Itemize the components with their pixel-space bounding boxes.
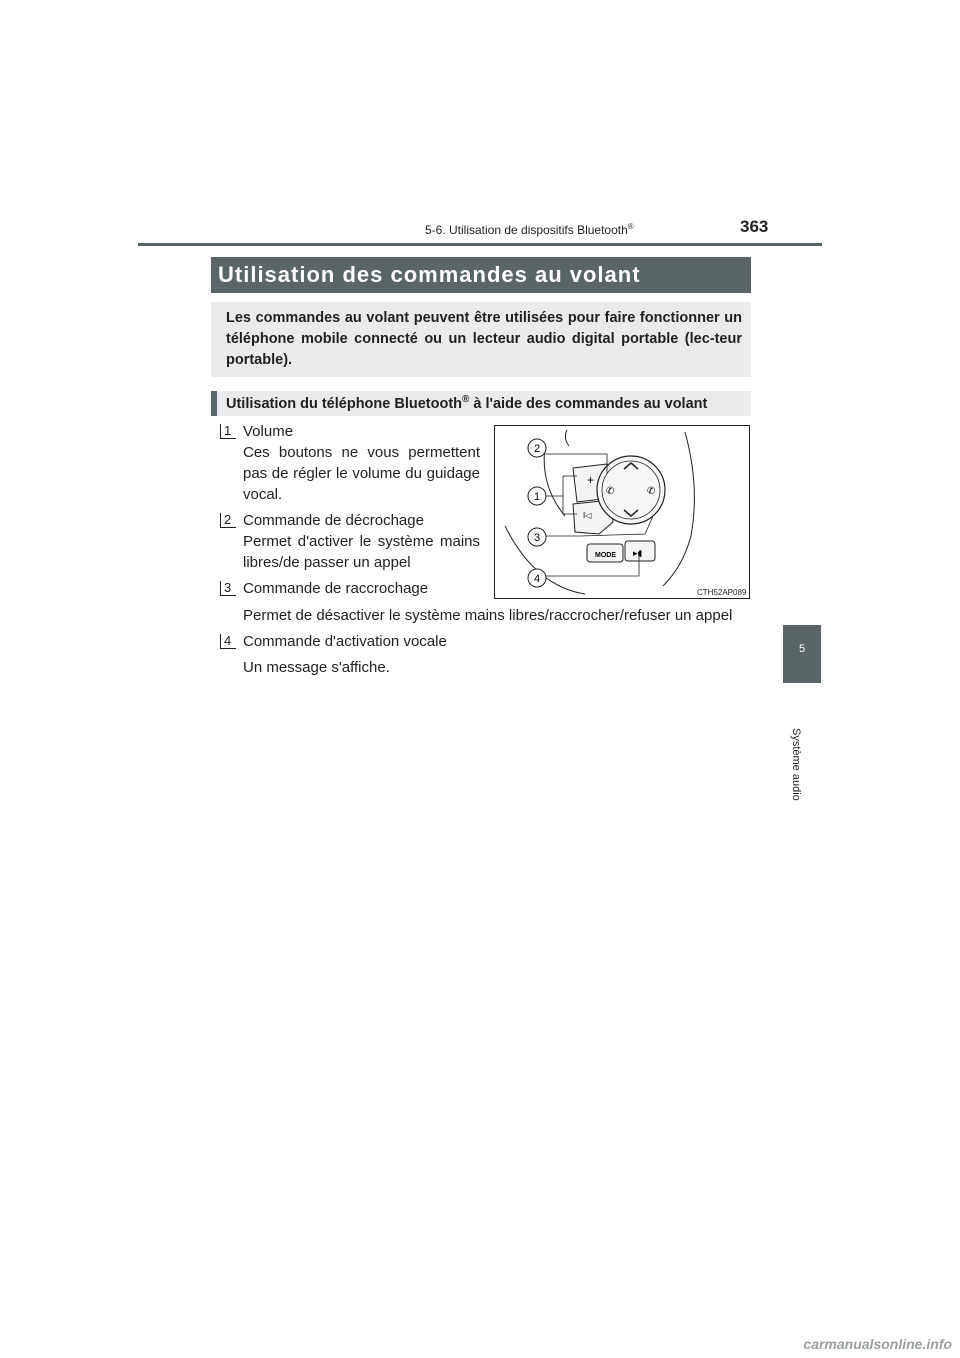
callout-2: 2: [533, 443, 541, 455]
steering-wheel-controls-illustration: [495, 426, 749, 598]
item-number-1: 1: [220, 424, 236, 439]
item-title-2: Commande de décrochage: [243, 512, 424, 529]
item-desc-2: Permet d'activer le système mains libres/de passer un appel: [243, 533, 480, 571]
section-title: 5-6. Utilisation de dispositifs Bluetooth: [425, 223, 628, 237]
callout-1: 1: [533, 491, 541, 503]
mode-button-label: MODE: [595, 552, 616, 559]
page-number: 363: [740, 217, 769, 236]
item-number-4: 4: [220, 634, 236, 649]
hangup-phone-icon: ✆: [647, 486, 656, 497]
chapter-label: Système audio: [790, 728, 802, 801]
item-title-4: Commande d'activation vocale: [243, 633, 447, 650]
item-desc-1: Ces boutons ne vous permettent pas de régler le volume du guidage vocal.: [243, 444, 480, 503]
header-rule: [138, 243, 822, 246]
running-head: [425, 222, 634, 237]
page-title: Utilisation des commandes au volant: [218, 262, 641, 287]
pickup-phone-icon: ✆: [606, 486, 615, 497]
watermark: carmanualsonline.info: [803, 1336, 952, 1352]
item-number-3: 3: [220, 581, 236, 596]
item-desc-3: Permet de désactiver le système mains libres/raccrocher/refuser un appel: [243, 607, 733, 624]
chapter-number: 5: [798, 643, 806, 655]
minus-icon: I◁: [583, 511, 592, 520]
voice-icon: ▸◖: [633, 549, 643, 559]
plus-icon: +: [587, 473, 595, 487]
item-number-2: 2: [220, 513, 236, 528]
figure-code: CTH52AP089: [697, 588, 747, 597]
intro-text: Les commandes au volant peuvent être utilisées pour faire fonctionner un téléphone mobile connecté ou un lecteur audio digital portable (lec-teur portable).: [226, 310, 742, 368]
subheading: Utilisation du téléphone Bluetooth® à l'aide des commandes au volant: [226, 394, 708, 412]
callout-4: 4: [533, 573, 541, 585]
item-title-1: Volume: [243, 423, 294, 440]
callout-3: 3: [533, 532, 541, 544]
steering-wheel-figure: [494, 425, 750, 599]
subheading-accent: [211, 391, 217, 416]
item-desc-4: Un message s'affiche.: [243, 659, 390, 676]
registered-mark: ®: [627, 222, 634, 231]
item-title-3: Commande de raccrochage: [243, 580, 429, 597]
